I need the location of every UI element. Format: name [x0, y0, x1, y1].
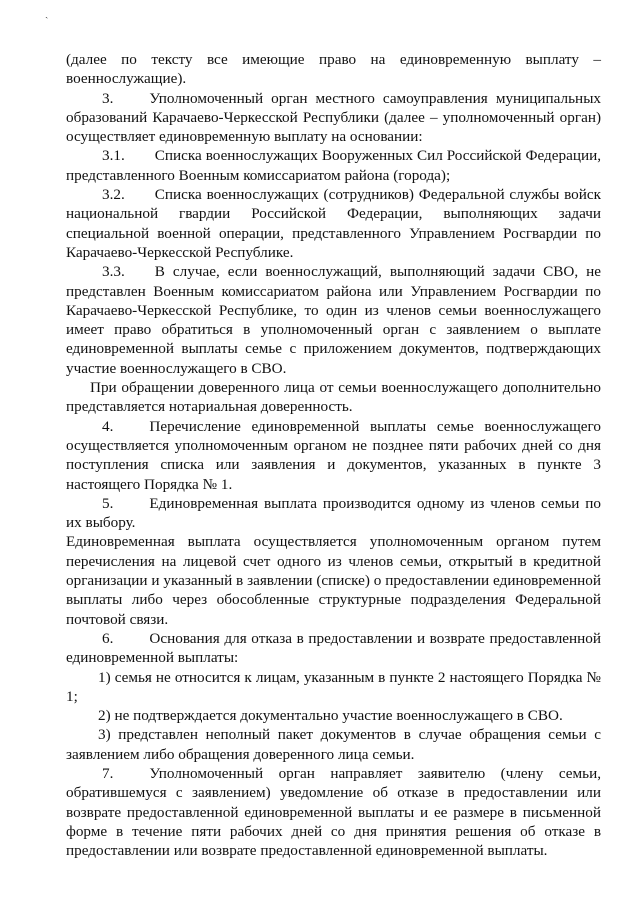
paragraph-5-continued: Единовременная выплата осуществляется уполномоченным органом путем перечисления на лицевой счет одного из членов семьи, открытый в кредитной организации и указанный в заявлении (списке) о предоставлении единовременной выплаты либо через обособленные структурные подразделения Федеральной почтовой связи. [66, 533, 601, 628]
paragraph-continuation: (далее по тексту все имеющие право на единовременную выплату – военнослужащие). [66, 51, 601, 88]
paragraph-text: Уполномоченный орган местного самоуправления муниципальных образований Карачаево-Черкесской Республики (далее – уполномоченный орган) осуществляет единовременную выплату на основании: [66, 89, 601, 146]
paragraph-number: 4. [102, 417, 114, 435]
paragraph-text: Единовременная выплата производится одному из членов семьи по их выбору. [66, 494, 601, 532]
paragraph-text: В случае, если военнослужащий, выполняющий задачи СВО, не представлен Военным комиссариатом района или Управлением Росгвардии по Карачаево-Черкесской Республике, то один из членов семьи военнослужащего имеет право обратиться в уполномоченный орган с заявлением о выплате единовременной выплаты семье с приложением документов, подтверждающих участие военнослужащего в СВО. [66, 263, 601, 377]
paragraph-4 [66, 417, 601, 494]
paragraph-number: 3.2. [102, 186, 125, 204]
paragraph-text: Списка военнослужащих Вооруженных Сил Российской Федерации, представленного Военным комиссариатом района (города); [66, 147, 601, 184]
paragraph-number: 5. [102, 494, 114, 512]
paragraph-number: 6. [102, 629, 114, 647]
paragraph-number: 7. [102, 764, 114, 782]
paragraph-3 [66, 89, 601, 147]
paragraph-5 [66, 494, 601, 533]
paragraph-number: 3.3. [102, 263, 125, 281]
paragraph-text: Основания для отказа в предоставлении и возврате предоставленной единовременной выплаты: [66, 629, 601, 667]
paragraph-3-1 [66, 146, 601, 185]
paragraph-notary: При обращении доверенного лица от семьи военнослужащего дополнительно представляется нотариальная доверенность. [66, 379, 601, 416]
paragraph-3-3 [66, 262, 601, 378]
paragraph-text: Списка военнослужащих (сотрудников) Федеральной службы войск национальной гвардии Российской Федерации, выполняющих задачи специальной военной операции, представленного Управлением Росгвардии по Карачаево-Черкесской Республике. [66, 186, 601, 261]
paragraph-number: 3.1. [102, 147, 125, 165]
paragraph-6 [66, 629, 601, 668]
paragraph-6-item-2: 2) не подтверждается документально участие военнослужащего в СВО. [98, 707, 563, 725]
paragraph-3-2 [66, 185, 601, 262]
paragraph-number: 3. [102, 89, 114, 107]
paragraph-text: Перечисление единовременной выплаты семье военнослужащего осуществляется уполномоченным органом не позднее пяти рабочих дней со дня поступления списка или заявления и документов, указанных в пункте 3 настоящего Порядка № 1. [66, 417, 601, 493]
document-body [66, 50, 601, 860]
paragraph-text: Уполномоченный орган направляет заявителю (члену семьи, обратившемуся с заявлением) уведомление об отказе в предоставлении или возврате предоставленной единовременной выплаты и ее размере в письменной форме в течение пяти рабочих дней со дня принятия решения об отказе в предоставлении или возврате предоставленной единовременной выплаты. [66, 764, 601, 860]
paragraph-7 [66, 764, 601, 860]
paragraph-6-item-3: 3) представлен неполный пакет документов в случае обращения семьи с заявлением либо обращения доверенного лица семьи. [66, 726, 601, 763]
paragraph-6-item-1: 1) семья не относится к лицам, указанным в пункте 2 настоящего Порядка № 1; [66, 668, 601, 705]
scan-speck: ˎ [45, 8, 49, 19]
